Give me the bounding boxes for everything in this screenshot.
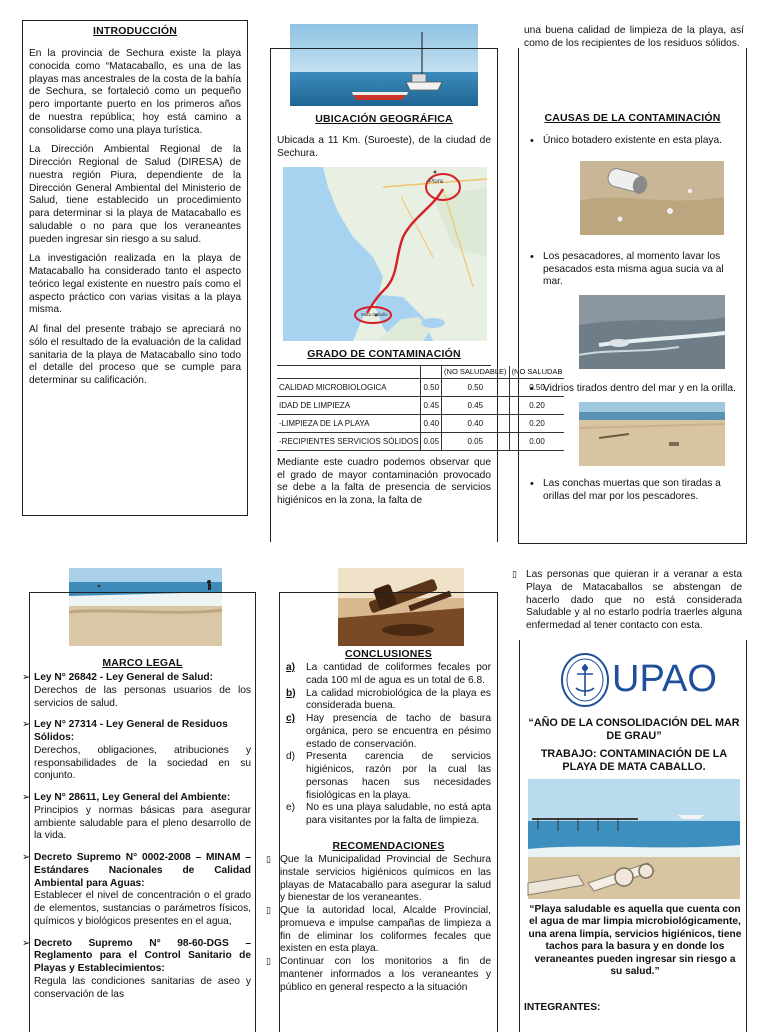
causas-title: CAUSAS DE LA CONTAMINACIÓN — [544, 112, 721, 124]
legal-item-desc: Establecer el nivel de concentración o el grado de elementos, sustancias o parámetros físicos, químicos y biológicos presentes en el agua, — [34, 890, 251, 927]
conclusion-item — [286, 802, 491, 828]
checkbox-marker-icon: ▯ — [266, 905, 271, 915]
conclusiones-title: CONCLUSIONES — [345, 648, 432, 660]
conclusiones-list — [286, 662, 491, 828]
conclusion-text: No es una playa saludable, no está apta para visitantes por la falta de limpieza. — [306, 802, 491, 827]
legal-item — [22, 672, 251, 710]
arrow-icon: ➢ — [22, 937, 31, 949]
year-title: “AÑO DE LA CONSOLIDACIÓN DEL MAR DE GRAU” — [528, 717, 740, 742]
ubicacion-panel — [270, 48, 563, 542]
upao-wordmark: UPAO — [612, 658, 717, 700]
pier-photo — [528, 779, 740, 899]
legal-item — [22, 792, 251, 843]
intro-paragraph-3: La investigación realizada en la playa de Matacaballo ha considerado tanto el aspecto teórico legal existente en nuestro país como el aspecto práctico con varias visitas a la playa misma. — [29, 253, 241, 316]
legal-item-title: Ley N° 26842 - Ley General de Salud: — [34, 672, 214, 684]
checkbox-marker-icon: ▯ — [266, 854, 271, 864]
causa-item: • Las conchas muertas que son tiradas a orillas del mar por los pescadores. — [525, 478, 740, 504]
recomendacion-text: Continuar con los monitorios a fin de mantener informados a los veraneantes y público en general respecto a la situación — [280, 956, 491, 993]
legal-item — [22, 852, 251, 929]
grado-title: GRADO DE CONTAMINACIÓN — [307, 347, 461, 360]
grado-cell: 0.45 — [421, 397, 442, 415]
recomendacion-item — [266, 905, 491, 956]
causas-panel — [518, 48, 747, 544]
arrow-icon: ➢ — [22, 719, 31, 731]
beach-glass-photo — [579, 402, 725, 466]
conclusion-item — [286, 751, 491, 802]
marco-title: MARCO LEGAL — [102, 657, 183, 669]
legal-item-desc: Regula las condiciones sanitarias de aseo y conservación de las — [34, 975, 251, 1000]
conclusiones-panel — [266, 592, 498, 1032]
map-label-piura: Piura — [429, 178, 444, 185]
upao-logo — [560, 652, 730, 708]
causas-list — [525, 135, 740, 148]
causas-list-4 — [525, 478, 740, 504]
causa-item: • Vidrios tirados dentro del mar y en la orilla. — [525, 383, 740, 396]
checkbox-marker-icon: ▯ — [512, 569, 517, 579]
cover-quote: “Playa saludable es aquella que cuenta con el agua de mar limpia microbiológicamente, una arena limpia, servicios higiénicos, tiene tachos para la basura y en donde los veraneantes pueden ingresar sin riesgo a su salud.” — [528, 904, 742, 978]
members-label: INTEGRANTES: — [524, 1002, 601, 1013]
upao-seal-icon — [560, 652, 610, 708]
ubicacion-title: UBICACIÓN GEOGRÁFICA — [315, 113, 453, 125]
causas-list-2 — [525, 251, 740, 289]
grado-row-label: -LIMPIEZA DE LA PLAYA — [277, 415, 421, 433]
conclusion-text: Hay presencia de tacho de basura orgánica, pero se encuentra en pésimo estado de conservación. — [306, 713, 491, 750]
legal-item-title: Ley N° 27314 - Ley General de Residuos Sólidos: — [34, 719, 228, 744]
intro-paragraph-2: La Dirección Ambiental Regional de la Dirección Regional de Salud (DIRESA) de nuestra región Piura, dependiente de la Dirección General Ambiental del Ministerio de Salud, tiene establecido un procedimiento para determinar si la playa de Matacaballo es saludable o no para que los veraneantes pueden ingresar sin riesgo a su salud. — [29, 144, 241, 245]
intro-paragraph-1: En la provincia de Sechura existe la playa conocida como “Matacaballo, es una de las playas mas ancestrales de la costa de la bahía de Sechura, se fortaleció como un pequeño pero importante puerto en los primeros años de nuestra república; hoy está camino a consolidarse como una playa turística. — [29, 48, 241, 136]
fish-water-photo — [579, 295, 725, 369]
recomendaciones-title: RECOMENDACIONES — [332, 839, 445, 852]
conclusion-key: c) — [286, 713, 296, 725]
recomendacion-text: Que la autoridad local, Alcalde Provincial, promueva e impulse campañas de limpieza a fin de eliminar los coliformes fecales que existen en esta playa. — [280, 905, 491, 955]
grado-header-1 — [421, 366, 442, 379]
legal-item-title: Decreto Supremo N° 98-60-DGS – Reglamento para el Control Sanitario de Playas y Establecimientos: — [34, 937, 251, 975]
dump-photo — [580, 161, 724, 235]
grado-cell: 0.20 — [509, 415, 564, 433]
intro-paragraph-4: Al final del presente trabajo se apreciará no sólo el resultado de la evaluación de la calidad sanitaria de la playa de Matacaballo sino todo el detalle del proceso que se cumple para determinar su calificación. — [29, 324, 241, 387]
cover-panel — [519, 640, 747, 1032]
grado-header-0 — [277, 366, 421, 379]
causas-continuation: una buena calidad de limpieza de la playa, así como de los recipientes de los residuos sólidos. — [524, 25, 744, 49]
conclusion-text: La cantidad de coliformes fecales por cada 100 ml de agua es un total de 6.8. — [306, 662, 491, 686]
grado-cell: 0.50 — [421, 379, 442, 397]
conclusion-key: b) — [286, 687, 296, 699]
legal-item-title: Ley N° 28611, Ley General del Ambiente: — [34, 792, 231, 804]
conclusion-text: La calidad microbiológica de la playa es considerada buena. — [306, 687, 491, 712]
conclusion-text: Presenta carencia de servicios higiénicos, razón por la cual las personas hacen sus necesidades fisiológicas en la playa. — [306, 751, 491, 801]
cover-top-note-text: Las personas que quieran ir a veranar a esta Playa de Matacaballos se abstengan de hacerlo dado que no está considerada Saludable y al no estarlo podría traerles alguna enfermedad al tener contacto con esta. — [526, 569, 742, 631]
grado-cell: 0.20 — [509, 397, 564, 415]
grado-row-label: CALIDAD MICROBIOLOGICA — [277, 379, 421, 397]
arrow-icon: ➢ — [22, 852, 31, 864]
causas-list-3 — [525, 383, 740, 396]
cover-top-note — [512, 569, 742, 633]
intro-panel — [22, 20, 248, 516]
causa-item: • Único botadero existente en esta playa. — [525, 135, 740, 148]
legal-item — [22, 719, 251, 783]
recomendacion-item — [266, 854, 491, 905]
conclusion-item — [286, 662, 491, 688]
grado-text: Mediante este cuadro podemos observar que el grado de mayor contaminación provocado se debe a la falta de presencia de servicios higiénicos en la zona, la falta de — [277, 456, 491, 506]
grado-cell: 0.50 — [442, 379, 510, 397]
causa-item: • Los pesacadores, al momento lavar los pesacados esta misma agua sucia va al mar. — [525, 251, 740, 289]
arrow-icon: ➢ — [22, 672, 31, 684]
recomendacion-item — [266, 956, 491, 994]
grado-row-label: IDAD DE LIMPIEZA — [277, 397, 421, 415]
legal-item-title: Decreto Supremo N° 0002-2008 – MINAM – Estándares Nacionales de Calidad Ambiental para Aguas: — [34, 852, 251, 889]
map-label-matacaballo: Mata Caballo — [361, 311, 388, 317]
recomendacion-text: Que la Municipalidad Provincial de Sechura instale servicios higiénicos químicos en las playas de Matacaballo para asegurar la salud y bienestar de los veraneantes. — [280, 854, 491, 904]
legal-item-desc: Derechos de las personas usuarios de los servicios de salud. — [34, 684, 251, 709]
grado-table-crop — [277, 365, 563, 449]
marco-panel — [22, 592, 256, 1032]
work-title: TRABAJO: CONTAMINACIÓN DE LA PLAYA DE MATA CABALLO. — [540, 748, 728, 773]
grado-header-2: (NO SALUDABLE) — [442, 366, 510, 379]
grado-cell: 0.05 — [421, 433, 442, 451]
intro-title: INTRODUCCIÓN — [92, 25, 178, 37]
grado-cell: 0.00 — [509, 433, 564, 451]
arrow-icon: ➢ — [22, 792, 31, 804]
legal-item — [22, 937, 251, 1002]
grado-cell: 0.45 — [442, 397, 510, 415]
location-map — [283, 167, 487, 341]
grado-row-label: -RECIPIENTES SERVICIOS SÓLIDOS — [277, 433, 421, 451]
ubicacion-text: Ubicada a 11 Km. (Suroeste), de la ciudad de Sechura. — [277, 135, 491, 159]
grado-header-3: (NO SALUDAB — [509, 366, 564, 379]
legal-item-desc: Principios y normas básicas para asegurar ambiente saludable para el pleno desarrollo de la vida. — [34, 804, 251, 842]
conclusion-key: e) — [286, 802, 296, 814]
grado-cell: 0.40 — [421, 415, 442, 433]
grado-cell: 0.40 — [442, 415, 510, 433]
conclusion-key: d) — [286, 751, 296, 763]
legal-item-desc: Derechos, obligaciones, atribuciones y responsabilidades de la sociedad en su conjunto. — [34, 744, 251, 782]
conclusion-item — [286, 713, 491, 751]
grado-cell: 0.50 — [509, 379, 564, 397]
conclusion-item — [286, 688, 491, 714]
checkbox-marker-icon: ▯ — [266, 956, 271, 966]
conclusion-key: a) — [286, 662, 296, 674]
grado-cell: 0.05 — [442, 433, 510, 451]
